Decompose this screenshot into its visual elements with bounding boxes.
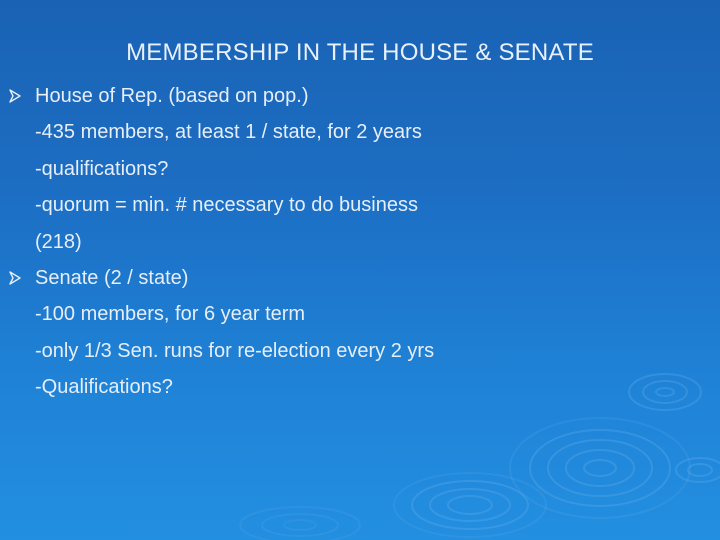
arrow-bullet-icon <box>8 271 22 285</box>
bullet-line: (218) <box>35 230 82 253</box>
bullet-line: -Qualifications? <box>35 376 173 399</box>
bullet-text: House of Rep. (based on pop.) <box>35 85 309 107</box>
bullet-house <box>0 78 720 260</box>
bullet-line: -only 1/3 Sen. runs for re-election every 2 yrs <box>35 339 435 362</box>
bullet-line: -quorum = min. # necessary to do business <box>35 194 418 217</box>
arrow-bullet-icon <box>8 89 22 103</box>
bullet-line: -435 members, at least 1 / state, for 2 years <box>35 121 422 144</box>
slide-title: MEMBERSHIP IN THE HOUSE & SENATE <box>126 39 594 66</box>
bullet-line: -qualifications? <box>35 157 169 180</box>
bullet-text: Senate (2 / state) <box>35 267 189 290</box>
bullet-line: -100 members, for 6 year term <box>35 303 306 326</box>
bullet-list <box>0 78 720 406</box>
bullet-line <box>0 78 720 114</box>
bullet-line <box>0 260 720 296</box>
bullet-senate <box>0 260 720 406</box>
